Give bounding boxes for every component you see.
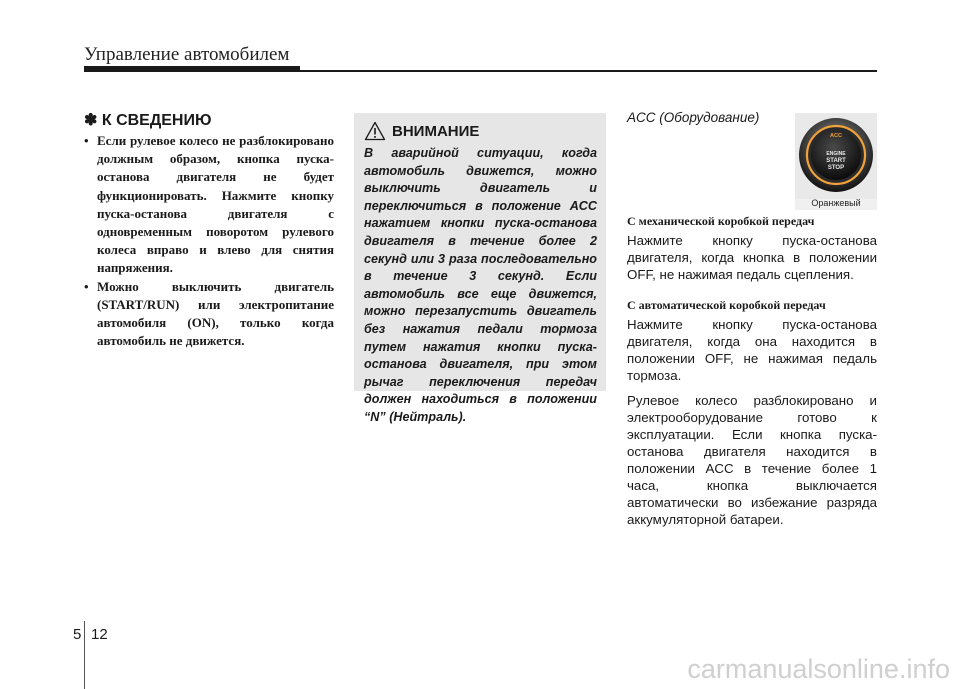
header-rule-thin [300, 70, 877, 72]
warning-triangle-icon [364, 121, 386, 141]
info-list [84, 132, 334, 350]
watermark: carmanualsonline.info [687, 654, 950, 684]
engine-start-button-image [795, 113, 877, 199]
info-title: ✽ К СВЕДЕНИЮ [84, 112, 212, 129]
manual-transmission-text: Нажмите кнопку пуска-останова двигателя, когда кнопка в положении OFF, не нажимая педаль сцепления. [627, 233, 877, 282]
warning-box [354, 113, 606, 424]
warning-text: В аварийной ситуации, когда автомобиль движется, можно выключить двигатель и переключиться в положение ACC нажатием кнопки пуска-останова двигателя в течение более 2 секунд или 3 раза последовательно в течение 3 секунд. Если автомобиль все еще движется, можно перезапустить двигатель без нажатия педали тормоза путем нажатия кнопки пуска-останова двигателя, при этом рычаг переключения передач должен находиться в положении “N” (Нейтраль). [364, 146, 597, 424]
acc-heading: ACC (Оборудование) [627, 110, 760, 125]
automatic-transmission-heading: С автоматической коробкой передач [627, 298, 826, 312]
acc-label: ACC [830, 133, 842, 139]
footer-divider [84, 621, 85, 689]
acc-note-text: Рулевое колесо разблокировано и электрооборудование готово к эксплуатации. Если кнопка пуска-останова двигателя находится в положении ACC в течение более 1 часа, кнопка выключается автоматически во избежание разряда аккумуляторной батареи. [627, 393, 877, 527]
manual-transmission-heading: С механической коробкой передач [627, 214, 815, 228]
figure-caption: Оранжевый [811, 198, 861, 208]
start-label: START [826, 158, 846, 164]
warning-header [364, 119, 597, 143]
header-rule-thick [84, 66, 300, 72]
automatic-transmission-text: Нажмите кнопку пуска-останова двигателя, когда она находится в положении OFF, не нажимая педаль тормоза. [627, 317, 877, 383]
page-number: 12 [91, 626, 108, 643]
engine-label: ENGINE [826, 151, 846, 157]
section-number: 5 [73, 626, 82, 643]
warning-title: ВНИМАНИЕ [392, 122, 480, 140]
acc-button-figure [795, 113, 877, 210]
info-item: • Если рулевое колесо не разблокировано должным образом, кнопка пуска-останова двигателя не будет функционировать. Нажмите кнопку пуска-останова двигателя с одновременным поворотом рулевого колеса вправо и влево для снятия напряжения. [84, 133, 334, 276]
stop-label: STOP [827, 165, 845, 171]
page-section-title: Управление автомобилем [84, 44, 290, 65]
info-item: • Можно выключить двигатель (START/RUN) или электропитание автомобиля (ON), только когда автомобиль не движется. [84, 278, 334, 349]
